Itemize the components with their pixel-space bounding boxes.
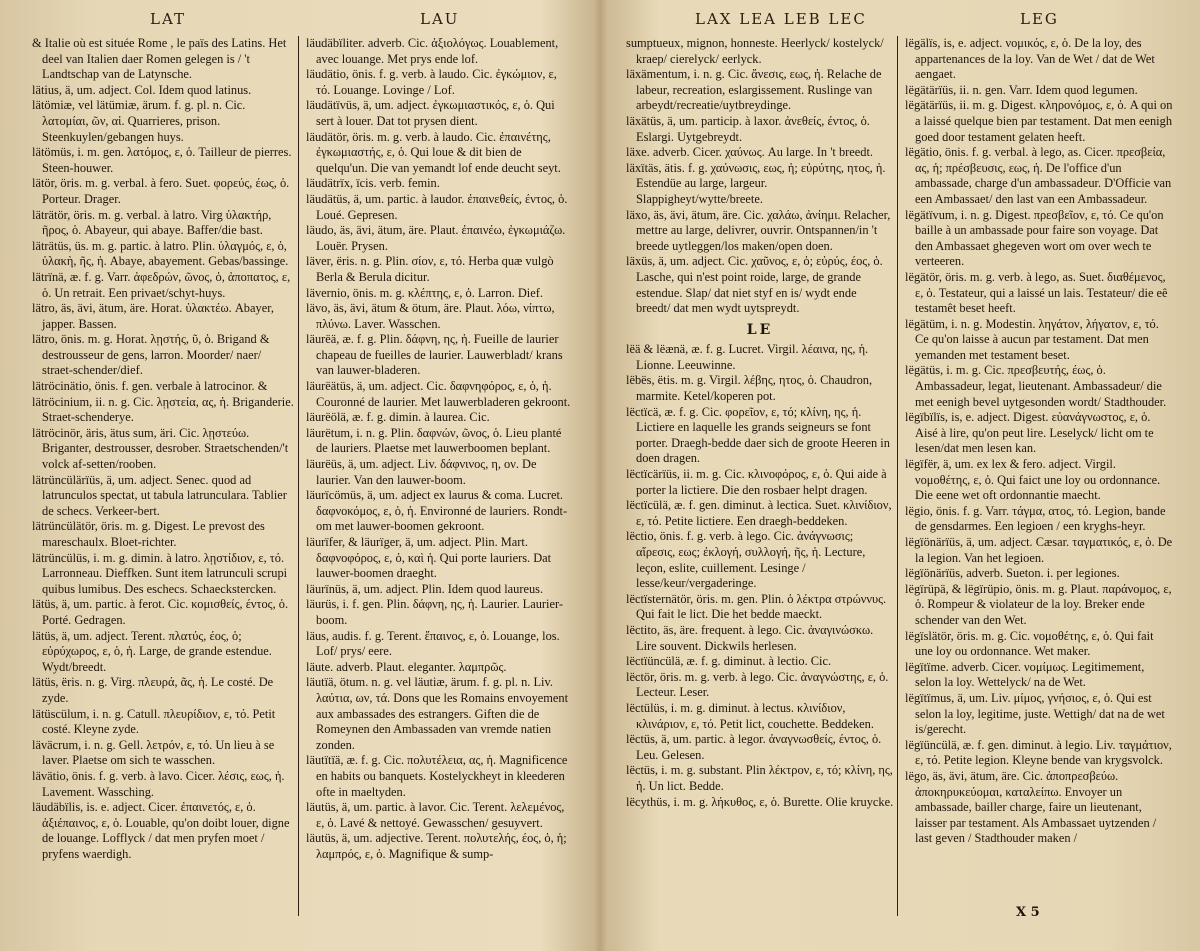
dictionary-entry: läudo, äs, ävi, ätum, äre. Plaut. ἐπαινέω, ἐγκωμιάζω. Louër. Prysen.: [306, 223, 566, 253]
dictionary-entry: lätüs, ëris. n. g. Virg. πλευρά, ᾶς, ἡ. Le costé. De zyde.: [32, 675, 274, 705]
dictionary-entry: lëgätïvum, i. n. g. Digest. πρεσβεῖον, ε, τό. Ce qu'on baille à un ambassade pour faire son voyage. Dat den Ambassaet ghegeven wort om over wech te verteeren.: [905, 207, 1164, 269]
dictionary-entry: lätrüncülärïüs, ä, um. adject. Senec. quod ad latrunculos spectat, ut tabula latrunculara. Tablier de schecs. Verkeer-bert.: [32, 472, 287, 518]
dictionary-entry: läutüs, ä, um. partic. à lavor. Cic. Terent. λελεμένος, ε, ὁ. Lavé & nettoyé. Gewasschen/ gesuyvert.: [306, 800, 565, 830]
dictionary-entry: lëgätärïüs, ii. m. g. Digest. κληρονόμος, ε, ὁ. A qui on a laissé quelque bien par testament. Dat men eenigh goed door testament gelaten heeft.: [905, 98, 1173, 144]
left-page-column-1: [32, 36, 294, 941]
dictionary-entry: läurëätüs, ä, um. adject. Cic. δαφνηφόρος, ε, ὁ, ἡ. Couronné de laurier. Met lauwerbladeren gekroont.: [306, 379, 571, 409]
dictionary-entry: läurüs, i. f. gen. Plin. δάφνη, ης, ἡ. Laurier. Laurier-boom.: [306, 597, 564, 627]
dictionary-entry: lävo, äs, ävi, ätum & ötum, äre. Plaut. λόω, νίπτω, πλύνω. Laver. Wasschen.: [306, 301, 555, 331]
dictionary-entry: läus, audis. f. g. Terent. ἔπαινος, ε, ὁ. Louange, los. Lof/ prys/ eere.: [306, 628, 560, 659]
dictionary-entry: läudätio, önis. f. g. verb. à laudo. Cic. ἐγκώμιον, ε, τό. Louange. Lovinge / Lof.: [306, 67, 557, 97]
running-head-right-col2: LEG: [1020, 10, 1059, 28]
dictionary-entry: lëgïfër, ä, um. ex lex & fero. adject. Virgil. νομοθέτης, ε, ὁ. Qui faict une loy ou ordonnance. Die eene wet oft ordonnantie maecht.: [905, 457, 1161, 503]
dictionary-entry: lätrïnä, æ. f. g. Varr. ἀφεδρών, ῶνος, ὁ, ἀποπατος, ε, ὁ. Un retrait. Een privaet/schyt-huys.: [32, 269, 291, 300]
section-heading: LE: [746, 321, 774, 338]
dictionary-entry: lätröcinätio, önis. f. gen. verbale à latrocinor. &: [32, 379, 268, 394]
dictionary-entry: lëgïüncülä, æ. f. gen. diminut. à legio. Liv. ταγμάτιον, ε, τό. Petite legion. Kleyne bende van krygsvolck.: [905, 737, 1172, 768]
dictionary-entry: lätröcinör, äris, ätus sum, äri. Cic. λῃστεύω. Briganter, destrousser, desrober. Straetschenden/'t volck af-setten/rooben.: [32, 425, 289, 472]
dictionary-entry: läxätüs, ä, um. particip. à laxor. ἀνεθείς, έντος, ὁ. Eslargi. Uytgebreydt.: [626, 113, 870, 144]
dictionary-entry: lätüscülum, i. n. g. Catull. πλευρίδιον, ε, τό. Petit costé. Kleyne zyde.: [32, 706, 276, 737]
dictionary-entry: lëctör, öris. m. g. verb. à lego. Cic. ἀναγνώστης, ε, ὁ. Lecteur. Leser.: [626, 669, 889, 700]
dictionary-entry: lëgätio, önis. f. g. verbal. à lego, as. Cicer. πρεσβεία, ας, ἡ; πρέσβευσις, εως, ἡ. De l'office d'un ambassade, charge d'un ambassadeur. D'Officie van een Ambassaet/ den last van een Ambassadeur.: [905, 145, 1172, 206]
dictionary-entry: läxe. adverb. Cicer. χαύνως. Au large. In 't breedt.: [626, 145, 874, 160]
dictionary-entry: lëgïslätör, öris. m. g. Cic. νομοθέτης, ε, ὁ. Qui fait une loy ou ordonnance. Wet maker.: [905, 628, 1154, 659]
dictionary-entry: lätüs, ä, um. adject. Terent. πλατύς, έος, ὁ; εὐρύχωρος, ε, ὁ, ἡ. Large, de grande estendue. Wydt/breedt.: [32, 628, 272, 674]
dictionary-entry: läurëölä, æ. f. g. dimin. à laurea. Cic.: [306, 410, 490, 425]
dictionary-entry: läxüs, ä, um. adject. Cic. χαῦνος, ε, ὁ; εὐρύς, έος, ὁ. Lasche, qui n'est point roide, large, de grande estendue. Slap/ dat niet styf en is/ wydt ende breedt/ dat men wydt uytspreydt.: [626, 254, 883, 316]
dictionary-entry: läudätör, öris. m. g. verb. à laudo. Cic. ἐπαινέτης, ἐγκωμιαστής, ε, ὁ. Qui loue & dit bien de quelqu'un. Die van yemandt lof ende deucht seyt.: [306, 129, 561, 175]
dictionary-entry: lëgïbïlïs, is, e. adject. Digest. εὐανάγνωστος, ε, ὁ. Aisé à lire, qu'on peut lire. Leselyck/ licht om te lesen/dat men lesen kan.: [905, 410, 1154, 456]
dictionary-entry: lëcythüs, i. m. g. λήκυθος, ε, ὁ. Burette. Olie kruycke.: [626, 794, 894, 809]
dictionary-entry: läutüs, ä, um. adjective. Terent. πολυτελής, έος, ὁ, ἡ; λαμπρός, ε, ὁ. Magnifique & sump-: [306, 831, 567, 861]
dictionary-entry: lëgïönärïüs, adverb. Sueton. i. per legiones.: [905, 566, 1120, 581]
dictionary-entry: läudätïvüs, ä, um. adject. ἐγκωμιαστικός, ε, ὁ. Qui sert à louer. Dat tot prysen dient.: [306, 98, 555, 128]
dictionary-entry: lëgo, äs, ävi, ätum, äre. Cic. ἀποπρεσβεύω. ἀποκηρυκεύομαι, καταλείπω. Envoyer un ambassade, bailler charge, faire un lieutenant, laisser par testament. Als Ambassaet uytzenden / last geven / Stadthouder maken /: [905, 768, 1157, 846]
dictionary-entry: lätrüncülätör, öris. m. g. Digest. Le prevost des mareschaulx. Bloet-richter.: [32, 519, 265, 549]
running-head-left-col2: LAU: [420, 10, 460, 28]
dictionary-entry: läutïä, ötum. n. g. vel läutiæ, ärum. f. g. pl. n. Liv. λαύτια, ων, τά. Dons que les Romains envoyement aux ambassades des estrangers. Giften die de Romeynen den Ambassaden van vremde natien zonden.: [306, 675, 569, 752]
dictionary-entry: lätör, öris. m. g. verbal. à fero. Suet. φορεύς, έως, ὁ. Porteur. Drager.: [32, 176, 290, 206]
running-head-right-col1: LAX LEA LEB LEC: [695, 10, 867, 28]
dictionary-entry: läudätrïx, ïcis. verb. femin.: [306, 176, 440, 191]
dictionary-entry: lëctio, önis. f. g. verb. à lego. Cic. ἀνάγνωσις; αἵρεσις, εως; ἐκλογή, συλλογή, ῆς, ἡ. Lecture, leçon, eslite, cuillement. Lesinge / lesse/keur/vergaderinge.: [626, 529, 866, 591]
dictionary-entry: läurëüs, ä, um. adject. Liv. δάφνινος, η, ον. De laurier. Van den lauwer-boom.: [306, 457, 537, 487]
dictionary-entry: lëctito, äs, äre. frequent. à lego. Cic. ἀναγινώσκω. Lire souvent. Dickwils herlesen.: [626, 622, 874, 653]
dictionary-entry: läurïnüs, ä, um. adject. Plin. Idem quod laureus.: [306, 581, 544, 596]
dictionary-entry: lëgätärïüs, ii. n. gen. Varr. Idem quod legumen.: [905, 82, 1138, 97]
dictionary-entry: lëctïcä, æ. f. g. Cic. φορεῖον, ε, τό; κλίνη, ης, ἡ. Lictiere en laquelle les grands seigneurs se font porter. Draegh-bedde daer sich de groote Heeren in doen dragen.: [626, 404, 890, 466]
dictionary-entry: läxo, äs, ävi, ätum, äre. Cic. χαλάω, ἀνίημι. Relacher, mettre au large, delivrer, ouvrir. Ontspannen/in 't breede uytleggen/los maken/open doen.: [626, 207, 891, 253]
dictionary-entry: läurëtum, i. n. g. Plin. δαφνών, ῶνος, ὁ. Lieu planté de lauriers. Plaetse met lauwerboomen beplant.: [306, 425, 562, 456]
dictionary-entry: lëgälïs, is, e. adject. νομικός, ε, ὁ. De la loy, des appartenances de la loy. Van de Wet / dat de Wet aengaet.: [905, 36, 1155, 82]
dictionary-entry: lëbës, ëtis. m. g. Virgil. λέβης, ητος, ὁ. Chaudron, marmite. Ketel/koperen pot.: [626, 373, 873, 404]
dictionary-entry: lätrüncülüs, i. m. g. dimin. à latro. λῃστίδιον, ε, τό. Larronneau. Dieffken. Sunt item latrunculi scrupi quibus lumibus. Des eschecs. Schaeckstercken.: [32, 550, 288, 596]
dictionary-entry: läudätüs, ä, um. partic. à laudor. ἐπαινεθείς, έντος, ὁ. Loué. Gepresen.: [306, 191, 568, 222]
dictionary-entry: sumptueux, mignon, honneste. Heerlyck/ kostelyck/ kraep/ cierelyck/ eerlyck.: [626, 36, 884, 66]
dictionary-entry: lëgïtïme. adverb. Cicer. νομίμως. Legitimement, selon la loy. Wettelyck/ na de Wet.: [905, 659, 1145, 690]
right-page-column-1: [626, 36, 894, 941]
dictionary-entry: läudäbïliter. adverb. Cic. ἀξιολόγως. Louablement, avec louange. Met prys ende lof.: [306, 36, 559, 66]
dictionary-entry: lëgïönärïüs, ä, um. adject. Cæsar. ταγματικός, ε, ὁ. De la legion. Van het legioen.: [905, 535, 1173, 565]
dictionary-entry: läutïtïä, æ. f. g. Cic. πολυτέλεια, ας, ἡ. Magnificence en habits ou banquets. Kostelyckheyt in kleederen ofte in maeltyden.: [306, 753, 568, 799]
column-rule: [298, 36, 299, 916]
dictionary-entry: läute. adverb. Plaut. eleganter. λαμπρῶς.: [306, 659, 507, 674]
dictionary-entry: lëctülüs, i. m. g. diminut. à lectus. κλινίδιον, κλινάριον, ε, τό. Petit lict, couchette. Beddeken.: [626, 700, 874, 731]
dictionary-entry: lëgio, önis. f. g. Varr. τάγμα, ατος, τό. Legion, bande de gensdarmes. Een legioen / een kryghs-heyr.: [905, 503, 1166, 534]
dictionary-entry: lëctïcärïüs, ii. m. g. Cic. κλινοφόρος, ε, ὁ. Qui aide à porter la lictiere. Die den rosbaer helpt dragen.: [626, 467, 887, 497]
left-page-column-2: [306, 36, 572, 941]
dictionary-entry: lätömüs, i. m. gen. λατόμος, ε, ὁ. Tailleur de pierres. Steen-houwer.: [32, 145, 292, 175]
dictionary-entry: lätius, ä, um. adject. Col. Idem quod latinus.: [32, 82, 252, 97]
dictionary-entry: läudäbïlis, is. e. adject. Cicer. ἐπαινετός, ε, ὁ. ἀξιέπαινος, ε, ὁ. Louable, qu'on doibt louer, digne de louange. Lofflyck / dat men pryfen moet / pryfens waerdigh.: [32, 800, 290, 861]
right-page: [600, 0, 1200, 951]
dictionary-entry: läträtör, öris. m. g. verbal. à latro. Virg ὑλακτήρ, ῆρος, ὁ. Abayeur, qui abaye. Baffer/die bast.: [32, 207, 272, 238]
dictionary-entry: lëgätüm, i. n. g. Modestin. ληγάτον, λήγατον, ε, τό. Ce qu'on laisse à aucun par testament. Dat men yemanden met testament beset.: [905, 316, 1159, 362]
dictionary-entry: lävernio, önis. m. g. κλέπτης, ε, ὁ. Larron. Dief.: [306, 285, 543, 300]
dictionary-entry: läurëä, æ. f. g. Plin. δάφνη, ης, ἡ. Fueille de laurier chapeau de fueilles de laurier. Lauwerbladt/ krans van lauwer-bladeren.: [306, 332, 563, 378]
dictionary-entry: lätüs, ä, um. partic. à ferot. Cic. κομισθείς, έντος, ὁ. Porté. Gedragen.: [32, 597, 289, 627]
dictionary-entry: lätömiæ, vel lätümiæ, ärum. f. g. pl. n. Cic. λατομίαι, ῶν, αἱ. Quarrieres, prison. Steenkuylen/gebangen huys.: [32, 98, 246, 144]
dictionary-entry: & Italie où est située Rome , le païs des Latins. Het deel van Italien daer Romen gelegen is / 't Landtschap van de Latynsche.: [32, 36, 287, 82]
dictionary-entry: läurïfer, & läurïger, ä, um. adject. Plin. Mart. δαφνοφόρος, ε, ὁ, καὶ ἡ. Qui porte lauriers. Dat lauwer-boomen draeght.: [306, 535, 552, 581]
dictionary-entry: läxïtäs, ätis. f. g. χαύνωσις, εως, ἡ; εὐρύτης, ητος, ἡ. Estendüe au large, largeur. Slappigheyt/wytte/breete.: [626, 160, 886, 206]
dictionary-entry: lëctïüncülä, æ. f. g. diminut. à lectio. Cic.: [626, 654, 832, 669]
dictionary-entry: läväcrum, i. n. g. Gell. λετρόν, ε, τό. Un lieu à se laver. Plaetse om sich te wasschen.: [32, 737, 275, 768]
dictionary-entry: lëgïtïmus, ä, um. Liv. μίμος, γνήσιος, ε, ὁ. Qui est selon la loy, legitime, juste. Wettigh/ dat na de wet is/gerecht.: [905, 690, 1165, 737]
dictionary-entry: lëctüs, i. m. g. substant. Plin λέκτρον, ε, τό; κλίνη, ης, ἡ. Un lict. Bedde.: [626, 763, 893, 793]
dictionary-entry: lätro, äs, ävi, ätum, äre. Horat. ὑλακτέω. Abayer, japper. Bassen.: [32, 301, 274, 331]
column-rule: [897, 36, 898, 916]
dictionary-entry: lävätio, önis. f. g. verb. à lavo. Cicer. λέσις, εως, ἡ. Lavement. Wassching.: [32, 768, 285, 799]
dictionary-entry: lëgätüs, i. m. g. Cic. πρεσβευτής, έως, ὁ. Ambassadeur, legat, lieutenant. Ambassadeur/ die met eenigh bevel uytgesonden wordt/ Stadthouder.: [905, 363, 1167, 409]
dictionary-entry: lätro, önis. m. g. Horat. λῃστής, ῦ, ὁ. Brigand & destrousseur de gens, larron. Moorder/ naer/ straet-schender/dief.: [32, 332, 270, 378]
dictionary-entry: läver, ëris. n. g. Plin. σίον, ε, τό. Herba quæ vulgò Berla & Berula dicitur.: [306, 254, 554, 284]
running-head-left-col1: LAT: [150, 10, 186, 28]
dictionary-entry: lätröcinium, ii. n. g. Cic. λῃστεία, ας, ἡ. Briganderie. Straet-schenderye.: [32, 394, 294, 425]
dictionary-entry: lëgïrüpä, & lëgïrüpio, önis. m. g. Plaut. παράνομος, ε, ὁ. Rompeur & violateur de la loy. Breker ende schender van den Wet.: [905, 581, 1172, 627]
dictionary-entry: lëctïsternätör, öris. m. gen. Plin. ὁ λέκτρα στρώννυς. Qui fait le lict. Die het bedde maeckt.: [626, 591, 887, 622]
signature-mark: X 5: [1016, 905, 1040, 920]
dictionary-entry: läurïcömüs, ä, um. adject ex laurus & coma. Lucret. δαφνοκόμος, ε, ὁ, ἡ. Environné de lauriers. Rondt-om met lauwer-boomen gekroont.: [306, 488, 568, 534]
dictionary-entry: läträtüs, üs. m. g. partic. à latro. Plin. ὑλαγμός, ε, ὁ, ὑλακὴ, ῆς, ἡ. Abaye, abayement. Gebas/bassinge.: [32, 238, 289, 269]
dictionary-entry: lëctïcülä, æ. f. gen. diminut. à lectica. Suet. κλινίδιον, ε, τό. Petite lictiere. Een draegh-beddeken.: [626, 498, 892, 528]
dictionary-entry: lëgätör, öris. m. g. verb. à lego, as. Suet. διαθέμενος, ε, ὁ. Testateur, qui a laissé un lais. Testateur/ die eê testamêt beset heeft.: [905, 269, 1168, 316]
dictionary-entry: lëctüs, ä, um. partic. à legor. ἀναγνωσθείς, έντος, ὁ. Leu. Gelesen.: [626, 732, 882, 762]
dictionary-entry: läxämentum, i. n. g. Cic. ἄνεσις, εως, ἡ. Relache de labeur, recreation, eslargissement. Ruslinge van arbeydt/recreatie/uytbreydinge.: [626, 67, 882, 113]
dictionary-entry: lëä & lëænä, æ. f. g. Lucret. Virgil. λέαινα, ης, ἡ. Lionne. Leeuwinne.: [626, 342, 869, 372]
right-page-column-2: [905, 36, 1173, 941]
